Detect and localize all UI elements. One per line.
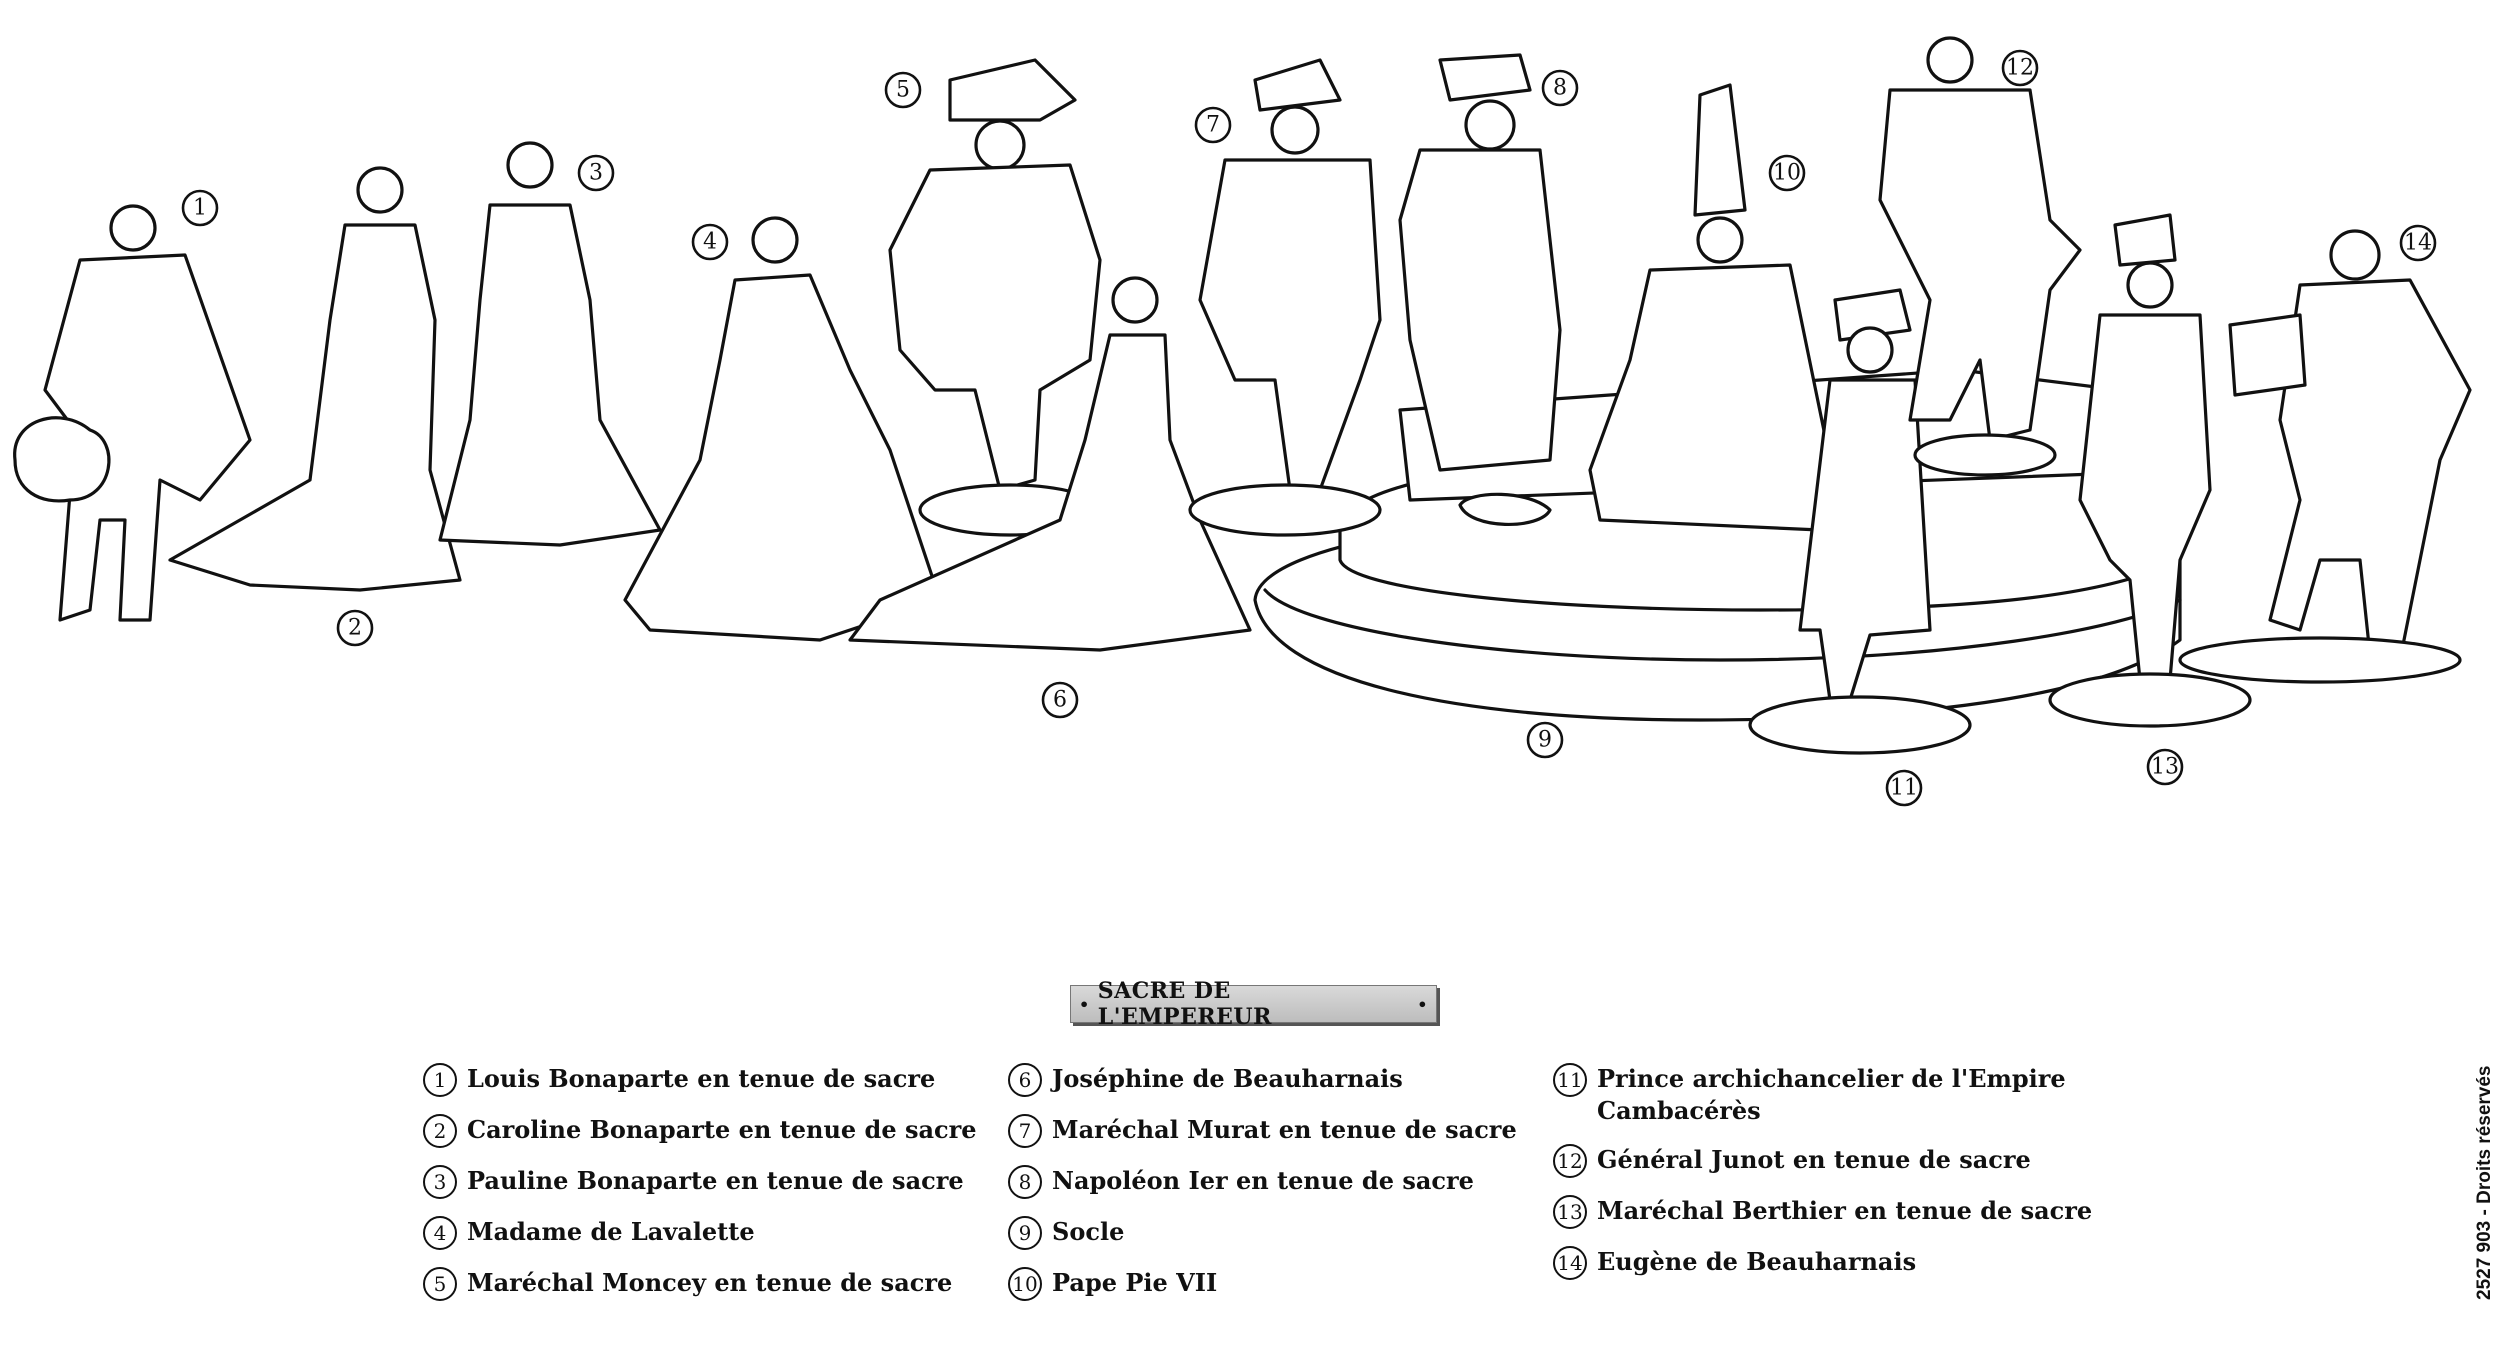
marker-13 (2148, 750, 2182, 784)
legend-item (1008, 1165, 1517, 1199)
legend-number: 14 (1553, 1246, 1587, 1280)
legend-number: 10 (1008, 1267, 1042, 1301)
marker-6 (1043, 683, 1077, 717)
marker-8 (1543, 71, 1577, 105)
svg-text:8: 8 (1553, 75, 1567, 101)
legend-label-line-1: Prince archichancelier de l'Empire (1597, 1064, 2066, 1093)
svg-text:12: 12 (2006, 55, 2034, 81)
legend-label: Eugène de Beauharnais (1597, 1247, 1917, 1276)
legend-label: Pauline Bonaparte en tenue de sacre (467, 1166, 964, 1195)
svg-text:13: 13 (2151, 754, 2179, 780)
svg-text:9: 9 (1538, 727, 1552, 753)
legend-item (1008, 1114, 1517, 1148)
legend-label: Maréchal Berthier en tenue de sacre (1597, 1196, 2093, 1225)
legend-column-3 (1553, 1063, 2092, 1297)
svg-text:6: 6 (1053, 687, 1067, 713)
marker-11 (1887, 771, 1921, 805)
legend-number: 11 (1553, 1063, 1587, 1097)
marker-5 (886, 73, 920, 107)
legend-item (423, 1165, 977, 1199)
legend-label: Pape Pie VII (1052, 1268, 1218, 1297)
svg-text:11: 11 (1890, 775, 1918, 801)
legend-item (423, 1063, 977, 1097)
svg-text:2: 2 (348, 615, 362, 641)
legend-column-2 (1008, 1063, 1517, 1318)
figure-pape-pie-vii (1590, 85, 1830, 530)
svg-text:14: 14 (2404, 230, 2432, 256)
svg-text:3: 3 (589, 160, 603, 186)
legend-number: 1 (423, 1063, 457, 1097)
title-dot-right: • (1417, 994, 1428, 1014)
marker-3 (579, 156, 613, 190)
marker-4 (693, 225, 727, 259)
legend-item (1553, 1144, 2092, 1178)
legend-item (1008, 1063, 1517, 1097)
marker-9 (1528, 723, 1562, 757)
copyright-notice: 2527 903 - Droits réservés (2474, 1065, 2495, 1300)
legend-label: Socle (1052, 1217, 1125, 1246)
page-title: SACRE DE L'EMPEREUR (1097, 978, 1272, 1030)
figure-pauline-bonaparte (440, 143, 660, 545)
legend-item (1553, 1063, 2092, 1127)
legend-label: Caroline Bonaparte en tenue de sacre (467, 1115, 977, 1144)
legend-number: 7 (1008, 1114, 1042, 1148)
svg-text:10: 10 (1773, 160, 1801, 186)
legend-label: Madame de Lavalette (467, 1217, 755, 1246)
legend-label: Maréchal Murat en tenue de sacre (1052, 1115, 1517, 1144)
legend-label: Général Junot en tenue de sacre (1597, 1145, 2031, 1174)
figure-eugene-de-beauharnais (2180, 231, 2470, 682)
legend-item (1553, 1195, 2092, 1229)
legend-item (1008, 1216, 1517, 1250)
legend-number: 12 (1553, 1144, 1587, 1178)
legend-label (1597, 1063, 2066, 1127)
legend-label: Louis Bonaparte en tenue de sacre (467, 1064, 936, 1093)
legend-label: Napoléon Ier en tenue de sacre (1052, 1166, 1474, 1195)
legend-item (1553, 1246, 2092, 1280)
figure-marechal-moncey (890, 60, 1100, 535)
legend-item (423, 1114, 977, 1148)
marker-12 (2003, 51, 2037, 85)
svg-text:7: 7 (1206, 112, 1220, 138)
legend-number: 5 (423, 1267, 457, 1301)
legend-number: 9 (1008, 1216, 1042, 1250)
legend-label: Maréchal Moncey en tenue de sacre (467, 1268, 953, 1297)
legend-item (423, 1216, 977, 1250)
marker-7 (1196, 108, 1230, 142)
legend-label: Joséphine de Beauharnais (1052, 1064, 1403, 1093)
legend-number: 8 (1008, 1165, 1042, 1199)
legend-number: 4 (423, 1216, 457, 1250)
marker-2 (338, 611, 372, 645)
legend-number: 13 (1553, 1195, 1587, 1229)
marker-10 (1770, 156, 1804, 190)
title-plate (1070, 978, 1437, 1030)
title-dot-left: • (1079, 994, 1090, 1014)
svg-text:5: 5 (896, 77, 910, 103)
legend-item (423, 1267, 977, 1301)
marker-14 (2401, 226, 2435, 260)
legend-column-1 (423, 1063, 977, 1318)
legend-number: 3 (423, 1165, 457, 1199)
legend-item (1008, 1267, 1517, 1301)
marker-1 (183, 191, 217, 225)
svg-text:4: 4 (703, 229, 717, 255)
legend-number: 2 (423, 1114, 457, 1148)
svg-text:1: 1 (193, 195, 207, 221)
legend-label-line-2: Cambacérès (1597, 1096, 1761, 1125)
legend-number: 6 (1008, 1063, 1042, 1097)
